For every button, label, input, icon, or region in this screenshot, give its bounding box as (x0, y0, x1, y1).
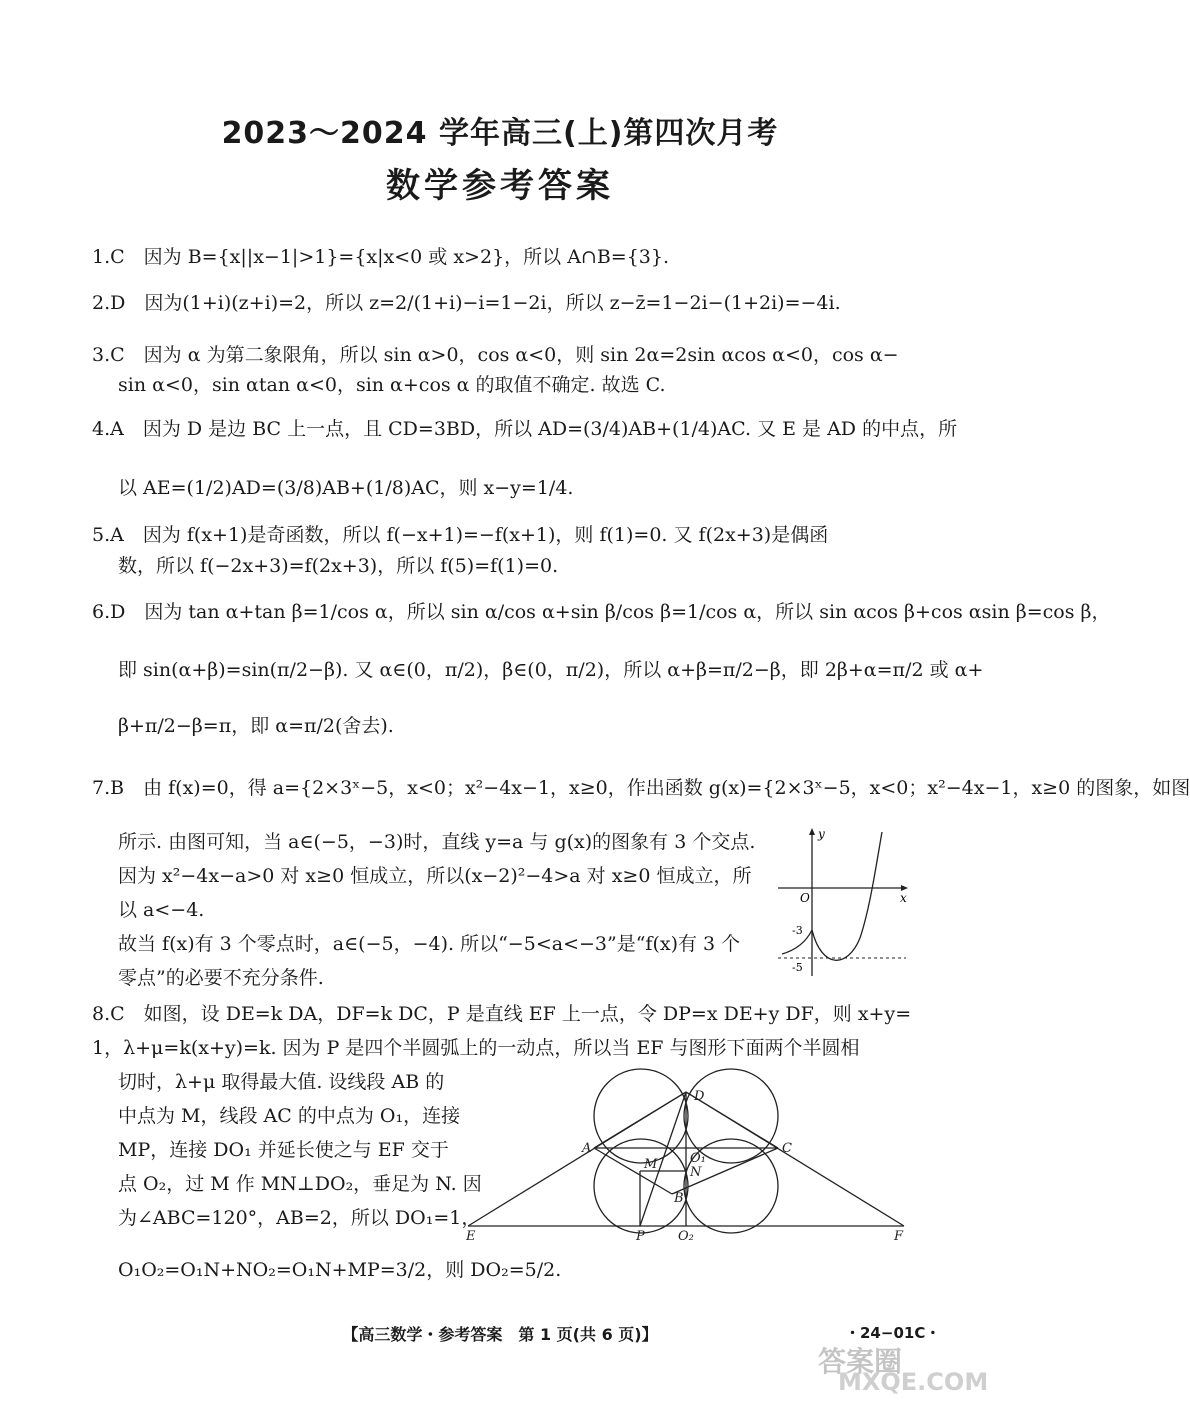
answer-line: 数，所以 f(−2x+3)=f(2x+3)，所以 f(5)=f(1)=0. (118, 555, 559, 577)
page-subtitle: 数学参考答案 (386, 166, 614, 206)
circle-upper-left (594, 1069, 688, 1163)
answer-line: 所示. 由图可知，当 a∈(−5，−3)时，直线 y=a 与 g(x)的图象有 3 个交点. (118, 831, 756, 853)
line-bc (672, 1148, 778, 1194)
answer-line: O₁O₂=O₁N+NO₂=O₁N+MP=3/2，则 DO₂=5/2. (118, 1259, 562, 1281)
answer-line: 故当 f(x)有 3 个零点时，a∈(−5，−4). 所以“−5<a<−3”是“f(x)有 3 个 (118, 933, 741, 955)
point-label: C (782, 1141, 792, 1156)
answer-line: 零点”的必要不充分条件. (118, 967, 324, 989)
answer-line: 为∠ABC=120°，AB=2，所以 DO₁=1， (118, 1207, 481, 1229)
answer-line: 3.C 因为 α 为第二象限角，所以 sin α>0，cos α<0，则 sin 2α=2sin αcos α<0，cos α− (92, 344, 899, 366)
answer-line: 即 sin(α+β)=sin(π/2−β). 又 α∈(0，π/2)，β∈(0，π/2)，所以 α+β=π/2−β，即 2β+α=π/2 或 α+ (118, 659, 984, 681)
answer-line: MP，连接 DO₁ 并延长使之与 EF 交于 (118, 1139, 449, 1161)
answer-line: 8.C 如图，设 DE=k DA，DF=k DC，P 是直线 EF 上一点，令 DP=x DE+y DF，则 x+y= (92, 1003, 912, 1025)
x-axis-label: x (900, 891, 907, 905)
point-label: M (644, 1157, 658, 1172)
page-title: 2023～2024 学年高三(上)第四次月考 (221, 116, 779, 151)
answer-line: 以 a<−4. (118, 899, 205, 921)
document-code: ・24−01C・ (845, 1324, 941, 1342)
function-graph (772, 826, 912, 980)
parabola-branch (812, 832, 882, 960)
point-label: O₁ (690, 1151, 706, 1166)
point-label: B (674, 1191, 684, 1206)
point-label: P (636, 1229, 645, 1244)
answer-line: 以 AE=(1/2)AD=(3/8)AB+(1/8)AC，则 x−y=1/4. (118, 477, 574, 499)
circle-upper-right (684, 1069, 778, 1163)
point-label: A (582, 1141, 592, 1156)
watermark-text: 答案圈 (818, 1345, 903, 1378)
watermark (808, 1340, 989, 1402)
answer-line: 因为 x²−4x−a>0 对 x≥0 恒成立，所以(x−2)²−4>a 对 x≥0 恒成立，所 (118, 865, 752, 887)
circle-lower-left (594, 1139, 688, 1233)
answer-line: 7.B 由 f(x)=0，得 a={2×3ˣ−5，x<0；x²−4x−1，x≥0，作出函数 g(x)={2×3ˣ−5，x<0；x²−4x−1，x≥0 的图象，如图 (92, 777, 1190, 799)
answer-line: 4.A 因为 D 是边 BC 上一点，且 CD=3BD，所以 AD=(3/4)AB+(1/4)AC. 又 E 是 AD 的中点，所 (92, 418, 958, 440)
answer-line: 中点为 M，线段 AC 的中点为 O₁，连接 (118, 1105, 461, 1127)
tick-label: -3 (792, 924, 803, 937)
answer-line: 1，λ+μ=k(x+y)=k. 因为 P 是四个半圆弧上的一动点，所以当 EF 与图形下面两个半圆相 (92, 1037, 860, 1059)
answer-line: 2.D 因为(1+i)(z+i)=2，所以 z=2/(1+i)−i=1−2i，所以 z−z̄=1−2i−(1+2i)=−4i. (92, 292, 841, 314)
y-axis-label: y (818, 827, 825, 841)
answer-line: 切时，λ+μ 取得最大值. 设线段 AB 的 (118, 1071, 445, 1093)
watermark-text: MXQE.COM (838, 1368, 989, 1396)
answer-line: 5.A 因为 f(x+1)是奇函数，所以 f(−x+1)=−f(x+1)，则 f(1)=0. 又 f(2x+3)是偶函 (92, 524, 829, 546)
y-axis-arrow (809, 828, 815, 835)
point-label: E (466, 1229, 476, 1244)
answer-line: 6.D 因为 tan α+tan β=1/cos α，所以 sin α/cos α+sin β/cos β=1/cos α，所以 sin αcos β+cos αsin β=cos β， (92, 601, 1111, 623)
point-label: N (690, 1165, 702, 1180)
point-label: O₂ (678, 1229, 694, 1244)
answer-line: 点 O₂，过 M 作 MN⊥DO₂，垂足为 N. 因 (118, 1173, 482, 1195)
tick-label: -5 (792, 961, 803, 974)
page-footer: 【高三数学・参考答案 第 1 页(共 6 页)】 (342, 1325, 658, 1344)
geometry-figure (464, 1076, 916, 1242)
answer-line: 1.C 因为 B={x||x−1|>1}={x|x<0 或 x>2}，所以 A∩B={3}. (92, 246, 670, 268)
point-label: D (694, 1089, 705, 1104)
point-label: F (894, 1229, 904, 1244)
origin-label: O (800, 891, 810, 905)
answer-line: sin α<0，sin αtan α<0，sin α+cos α 的取值不确定. 故选 C. (118, 374, 666, 396)
answer-line: β+π/2−β=π，即 α=π/2(舍去). (118, 715, 394, 737)
